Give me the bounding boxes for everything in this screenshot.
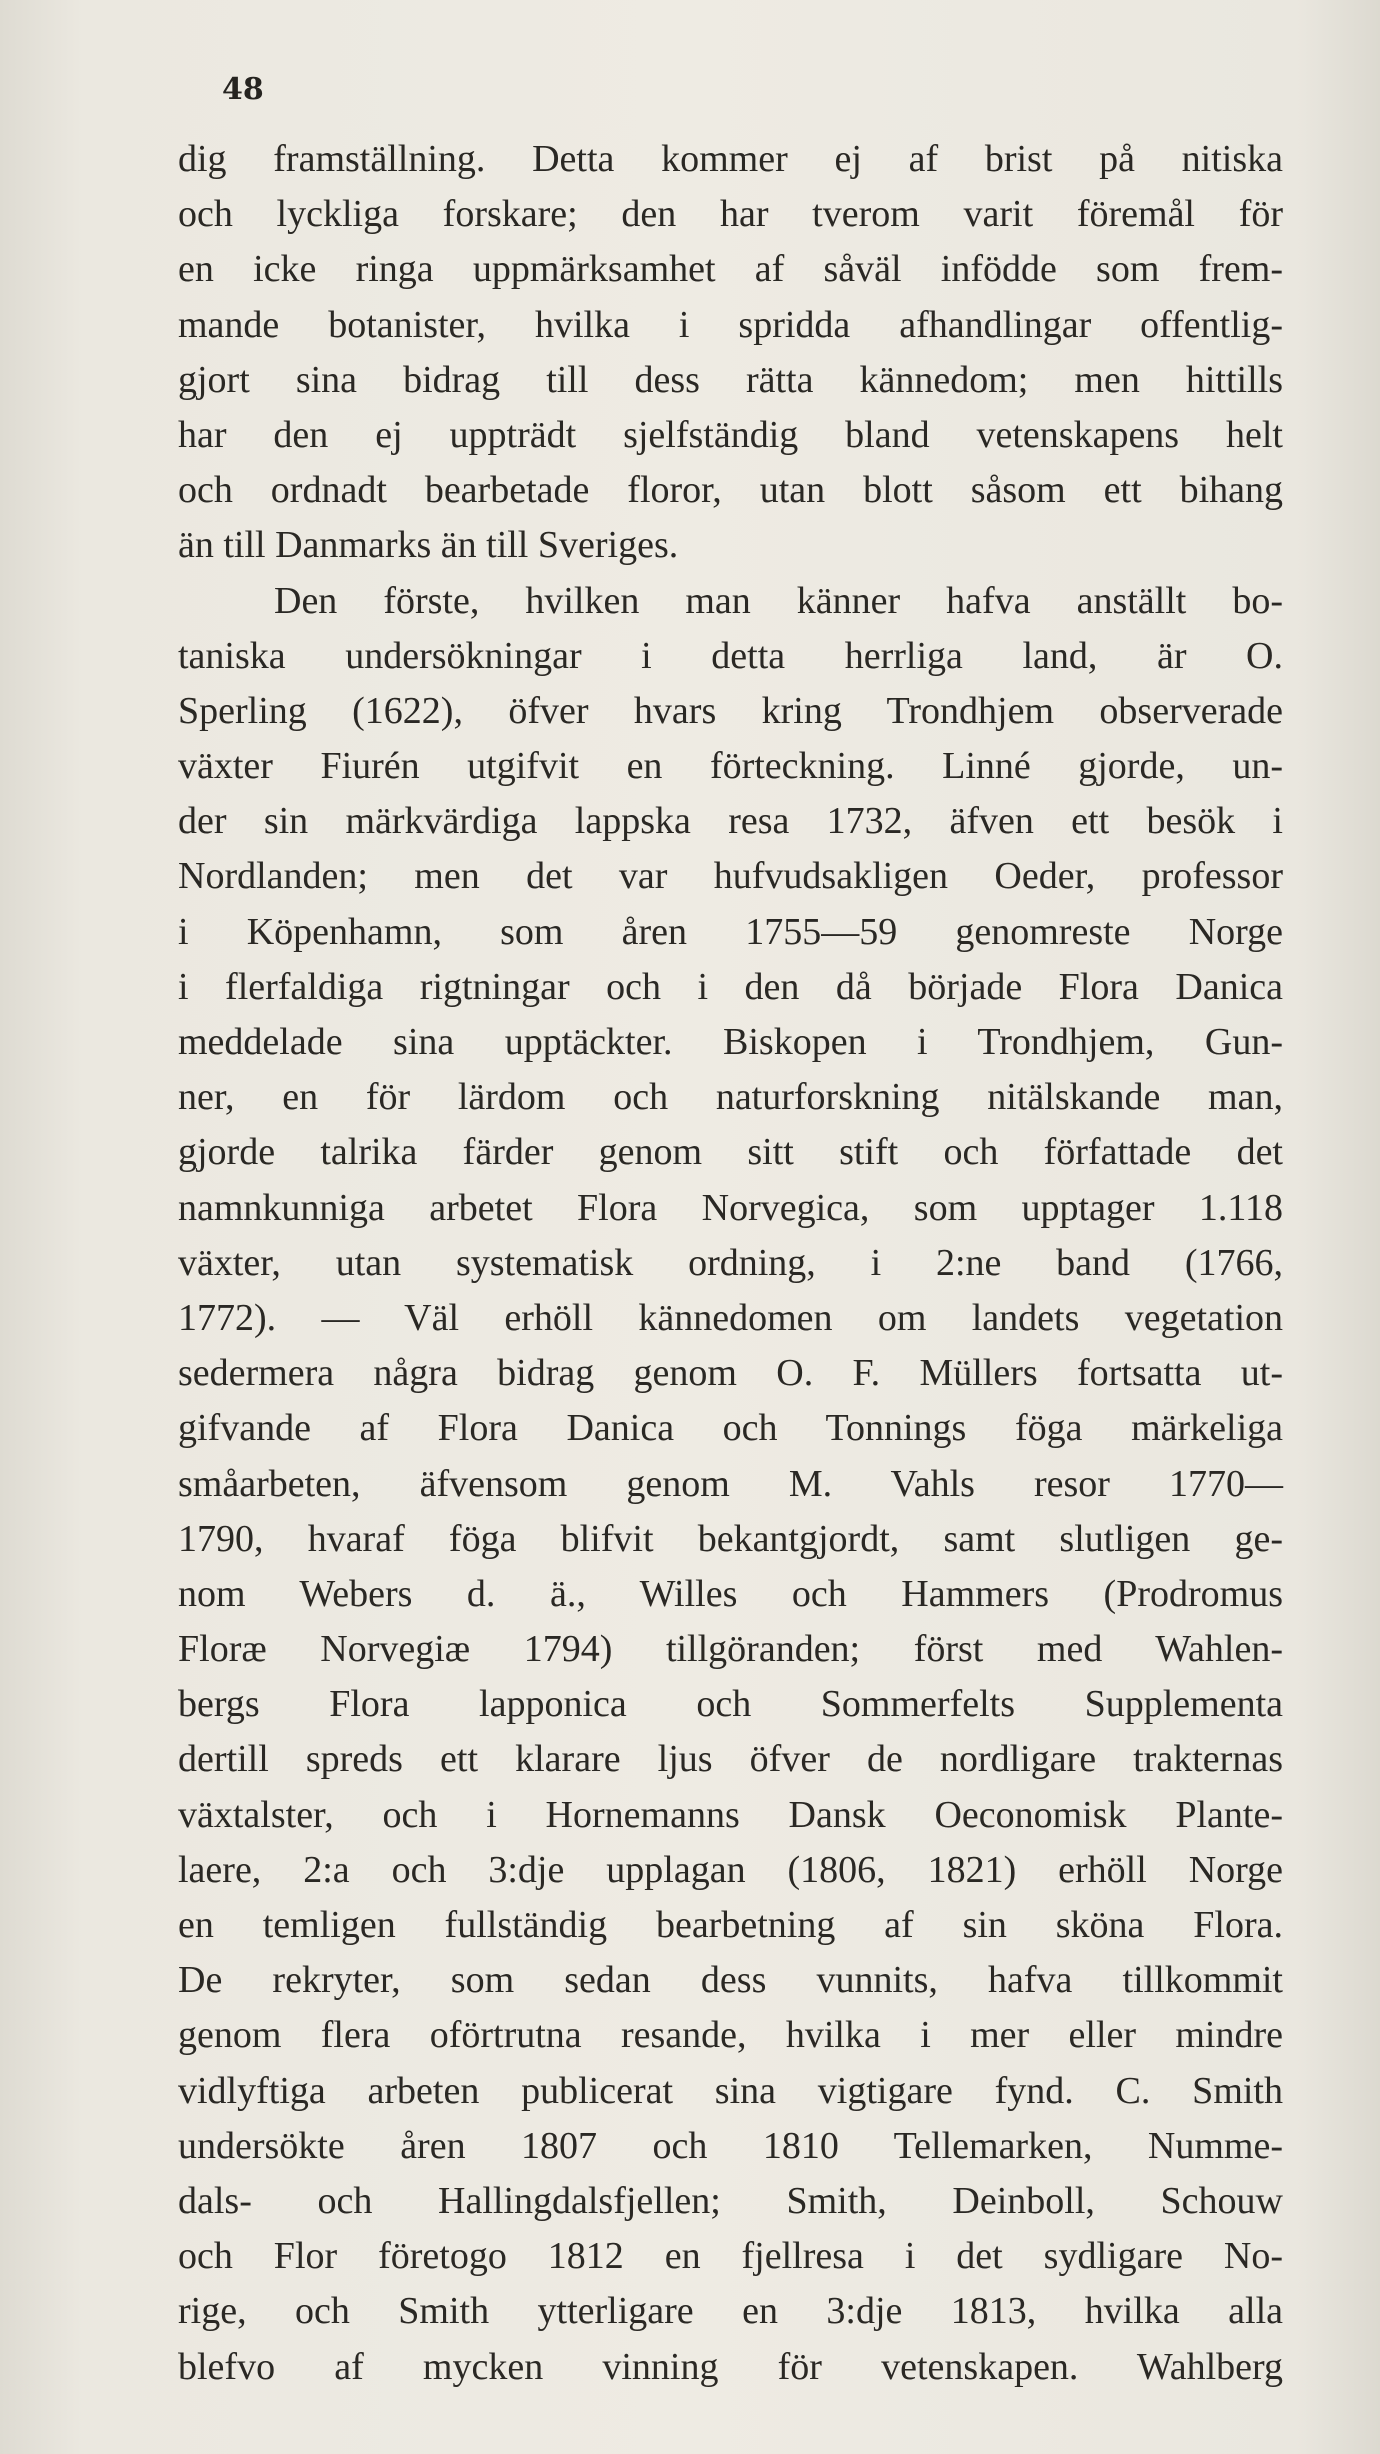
text-line: har den ej uppträdt sjelfständig bland vetenskapens helt	[178, 413, 1283, 456]
text-line: och ordnadt bearbetade floror, utan blott såsom ett bihang	[178, 469, 1283, 512]
text-line: nom Webers d. ä., Willes och Hammers (Prodromus	[178, 1572, 1283, 1615]
text-line: mande botanister, hvilka i spridda afhandlingar offentlig-	[178, 303, 1283, 346]
text-line: Nordlanden; men det var hufvudsakligen Oeder, professor	[178, 855, 1283, 898]
text-line: Floræ Norvegiæ 1794) tillgöranden; först med Wahlen-	[178, 1628, 1283, 1671]
text-line: en temligen fullständig bearbetning af sin sköna Flora.	[178, 1904, 1283, 1946]
text-line: dertill spreds ett klarare ljus öfver de nordligare trakternas	[178, 1738, 1283, 1781]
text-line: taniska undersökningar i detta herrliga land, är O.	[178, 634, 1283, 677]
text-line: vidlyftiga arbeten publicerat sina vigtigare fynd. C. Smith	[178, 2069, 1283, 2112]
page-number: 48	[222, 72, 264, 107]
text-line: än till Danmarks än till Sveriges.	[178, 524, 679, 567]
text-line: blefvo af mycken vinning för vetenskapen. Wahlberg	[178, 2345, 1283, 2388]
text-line: undersökte åren 1807 och 1810 Tellemarken, Numme-	[178, 2124, 1283, 2167]
text-line: dals- och Hallingdalsfjellen; Smith, Deinboll, Schouw	[178, 2179, 1283, 2222]
text-line: De rekryter, som sedan dess vunnits, hafva tillkommit	[178, 1959, 1283, 2002]
text-line: i Köpenhamn, som åren 1755—59 genomreste Norge	[178, 910, 1283, 953]
text-line: meddelade sina upptäckter. Biskopen i Trondhjem, Gun-	[178, 1021, 1283, 1063]
text-line: 1772). — Väl erhöll kännedomen om landets vegetation	[178, 1296, 1283, 1339]
text-line: Sperling (1622), öfver hvars kring Trondhjem observerade	[178, 689, 1283, 732]
text-line: sedermera några bidrag genom O. F. Müllers fortsatta ut-	[178, 1352, 1283, 1395]
text-line: och lyckliga forskare; den har tverom varit föremål för	[178, 193, 1283, 236]
text-line: dig framställning. Detta kommer ej af brist på nitiska	[178, 138, 1283, 180]
text-line: 1790, hvaraf föga blifvit bekantgjordt, samt slutligen ge-	[178, 1517, 1283, 1560]
text-line: namnkunniga arbetet Flora Norvegica, som upptager 1.118	[178, 1186, 1283, 1229]
text-line: Den förste, hvilken man känner hafva anställt bo-	[274, 579, 1283, 622]
text-line: växtalster, och i Hornemanns Dansk Oeconomisk Plante-	[178, 1793, 1283, 1836]
text-line: småarbeten, äfvensom genom M. Vahls resor 1770—	[178, 1462, 1283, 1505]
text-line: och Flor företogo 1812 en fjellresa i det sydligare No-	[178, 2235, 1283, 2278]
text-line: gjorde talrika färder genom sitt stift och författade det	[178, 1131, 1283, 1174]
body-text	[178, 132, 1283, 2395]
text-line: gjort sina bidrag till dess rätta kännedom; men hittills	[178, 358, 1283, 401]
text-line: en icke ringa uppmärksamhet af såväl infödde som frem-	[178, 248, 1283, 291]
text-line: växter Fiurén utgifvit en förteckning. Linné gjorde, un-	[178, 745, 1283, 788]
text-line: genom flera oförtrutna resande, hvilka i mer eller mindre	[178, 2014, 1283, 2057]
text-line: växter, utan systematisk ordning, i 2:ne band (1766,	[178, 1241, 1283, 1284]
text-line: ner, en för lärdom och naturforskning nitälskande man,	[178, 1076, 1283, 1119]
text-line: gifvande af Flora Danica och Tonnings föga märkeliga	[178, 1407, 1283, 1450]
text-line: i flerfaldiga rigtningar och i den då började Flora Danica	[178, 965, 1283, 1008]
text-line: laere, 2:a och 3:dje upplagan (1806, 1821) erhöll Norge	[178, 1848, 1283, 1891]
text-line: der sin märkvärdiga lappska resa 1732, äfven ett besök i	[178, 800, 1283, 843]
text-line: rige, och Smith ytterligare en 3:dje 1813, hvilka alla	[178, 2290, 1283, 2333]
text-line: bergs Flora lapponica och Sommerfelts Supplementa	[178, 1683, 1283, 1726]
